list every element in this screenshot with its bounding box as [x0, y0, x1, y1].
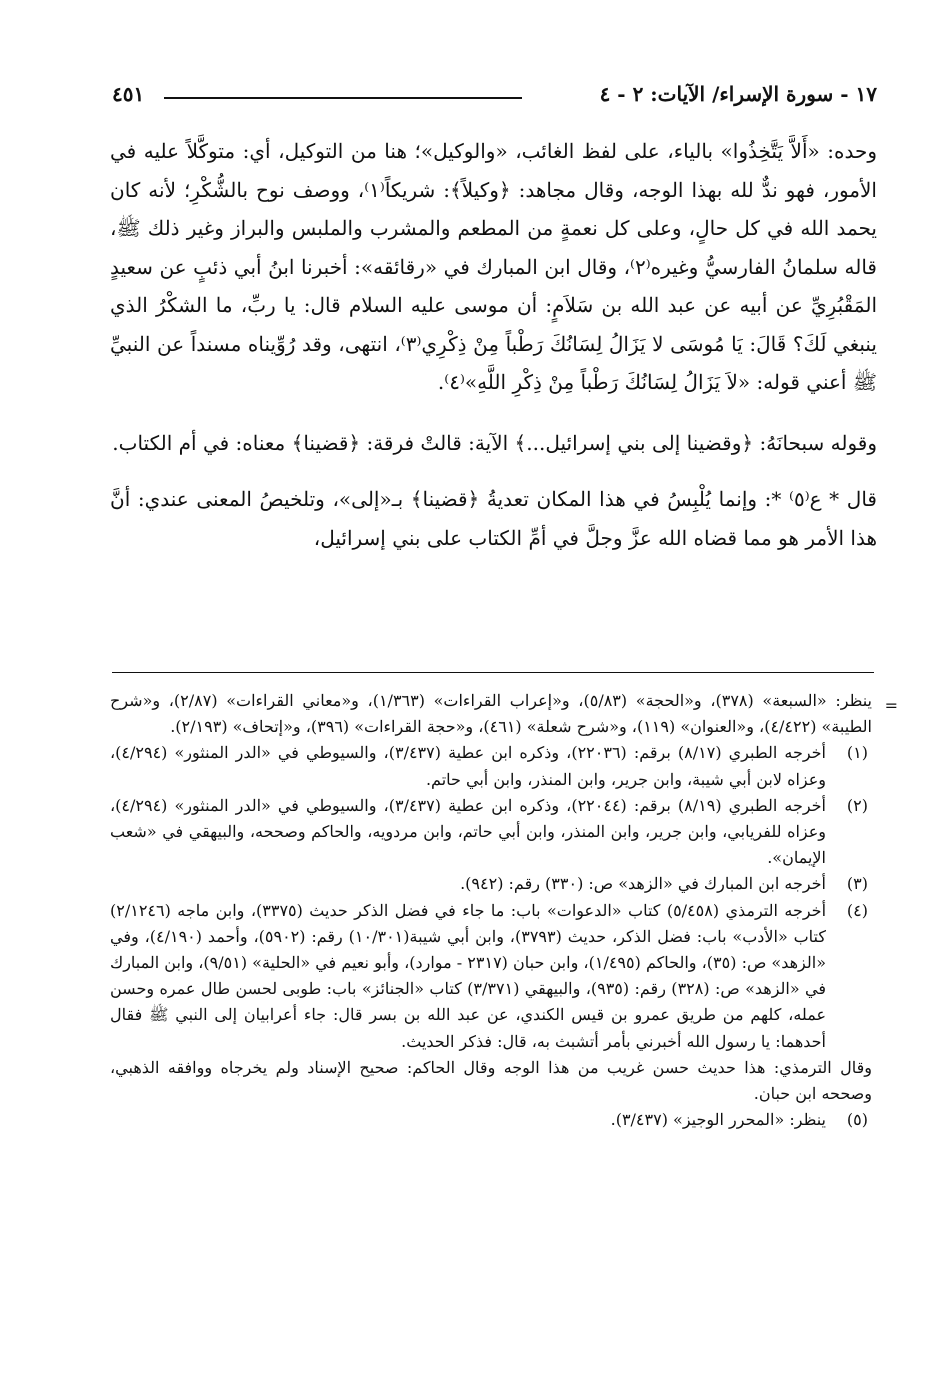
paragraph: وحده: «أَلاَّ يَتَّخِذُوا» بالياء، على لفظ الغائب، «والوكيل»؛ هنا من التوكيل، أي: متوكَّلاً عليه في الأمور، فهو ندٌّ لله بهذا الوجه، وقال مجاهد: ﴿وكيلاً﴾: شريكاً⁽١⁾، ووصف نوح بالشُّكْرِ؛ لأنه كان يحمد الله في كل حالٍ، وعلى كل نعمةٍ من المطعم والمشرب والملبس والبراز وغير ذلك ﷺ، قاله سلمانُ الفارسيُّ وغيره⁽٢⁾، وقال ابن المبارك في «رقائقه»: أخبرنا ابنُ أبي ذئبٍ عن سعيدٍ المَقْبُرِيِّ عن أبيه عن عبد الله بن سَلاَمٍ: أن موسى عليه السلام قال: يا ربِّ، ما الشكْرُ الذي ينبغي لَكَ؟ قَالَ: يَا مُوسَى لا يَزَالُ لِسَانُكَ رَطْباً مِنْ ذِكْرِي⁽٣⁾، انتهى، وقد رُوِّيناه مسنداً عن النبيِّ ﷺ أعني قوله: «لاَ يَزَالُ لِسَانُكَ رَطْباً مِنْ ذِكْرِ اللَّهِ»⁽٤⁾.: [110, 139, 878, 394]
paragraph: قال * ع⁽٥⁾ *: وإنما يُلْبِسُ في هذا المكان تعديةُ ﴿قضينا﴾ بـ«إلى»، وتلخيصُ المعنى عندي: أنَّ هذا الأمر هو مما قضاه الله عزَّ وجلَّ في أمِّ الكتاب على بني إسرائيل،: [110, 487, 877, 550]
footnote-4-continued: [110, 1055, 872, 1107]
footnote-text: وقال الترمذي: هذا حديث حسن غريب من هذا الوجه وقال الحاكم: صحيح الإسناد ولم يخرجاه ووافقه الذهبي، وصححه ابن حبان.: [110, 1057, 872, 1104]
paragraph: وقوله سبحانَهُ: ﴿وقضينا إلى بني إسرائيل...﴾ الآية: قالتْ فرقة: ﴿قضينا﴾ معناه: في أم الكتاب.: [112, 430, 877, 455]
running-title: ١٧ - سورة الإسراء/ الآيات: ٢ - ٤: [599, 82, 877, 106]
footnote-text: أخرجه الطبري (٨/١٧) برقم: (٢٢٠٣٦)، وذكره ابن عطية (٣/٤٣٧)، والسيوطي في «الدر المنثور» (٤/٢٩٤)، وعزاه لابن أبي شيبة، وابن جرير، وابن المنذر، وابن أبي حاتم.: [110, 743, 826, 789]
page-number: ٤٥١: [112, 82, 145, 106]
footnote-3: [110, 871, 872, 897]
footnote-text: أخرجه الترمذي (٥/٤٥٨) كتاب «الدعوات» باب: ما جاء في فضل الذكر حديث (٣٣٧٥)، وابن ماجه (٢/١٢٤٦) كتاب «الأدب» باب: فضل الذكر، حديث (٣٧٩٣)، وابن أبي شيبة(١٠/٣٠١) رقم: (٥٩٠٢)، وأحمد (٤/١٩٠)، وفي «الزهد» ص: (٣٥)، والحاكم (١/٤٩٥)، وابن حبان (٢٣١٧ - موارد)، وأبو نعيم في «الحلية» (٩/٥١)، وابن المبارك في «الزهد» ص: (٣٢٨) رقم: (٩٣٥)، والبيهقي (٣/٣٧١) كتاب «الجنائز» باب: طوبى لحسن طال عمره وحسن عمله، كلهم من طريق عمرو بن قيس الكندي، عن عبد الله بن بسر قال: جاء أعرابيان إلى النبي ﷺ فقال أحدهما: يا رسول الله أخبرني بأمر أتشبث به، قال: فذكر الحديث.: [110, 900, 827, 1051]
footnote-number: (٢): [846, 795, 868, 815]
footnotes: [110, 688, 898, 1133]
footnote-5: [110, 1107, 872, 1133]
footnote-1: [110, 740, 872, 792]
footnote-separator: [112, 672, 874, 673]
footnote-number: (٣): [846, 874, 868, 894]
footnote-number: (٤): [846, 900, 868, 920]
footnote-text: ينظر: «المحرر الوجيز» (٣/٤٣٧).: [610, 1110, 826, 1130]
footnote-4: [110, 898, 872, 1055]
header-rule: [164, 97, 522, 99]
footnote-text: أخرجه ابن المبارك في «الزهد» ص: (٣٣٠) رقم: (٩٤٢).: [460, 874, 826, 894]
page-header: [112, 82, 877, 112]
footnote-text: ينظر: «السبعة» (٣٧٨)، و«الحجة» (٥/٨٣)، و«إعراب القراءات» (١/٣٦٣)، و«معاني القراءات» (٢/٨٧)، و«شرح الطيبة» (٤/٤٢٢)، و«العنوان» (١١٩)، و«شرح شعلة» (٤٦١)، و«حجة القراءات» (٣٩٦)، و«إتحاف» (٢/١٩٣).: [110, 691, 873, 737]
body-text: [110, 132, 877, 557]
footnote-continuation: [110, 688, 898, 740]
continuation-mark: =: [884, 696, 898, 715]
footnote-number: (٥): [846, 1110, 868, 1130]
footnote-number: (١): [846, 743, 868, 763]
footnote-text: أخرجه الطبري (٨/١٩) برقم: (٢٢٠٤٤)، وذكره ابن عطية (٣/٤٣٧)، والسيوطي في «الدر المنثور» (٤/٢٩٤)، وعزاه للفريابي، وابن جرير، وابن المنذر، وابن أبي حاتم، وابن مردويه، والحاكم وصححه، والبيهقي في «شعب الإيمان».: [110, 795, 826, 868]
footnote-2: [110, 793, 872, 872]
